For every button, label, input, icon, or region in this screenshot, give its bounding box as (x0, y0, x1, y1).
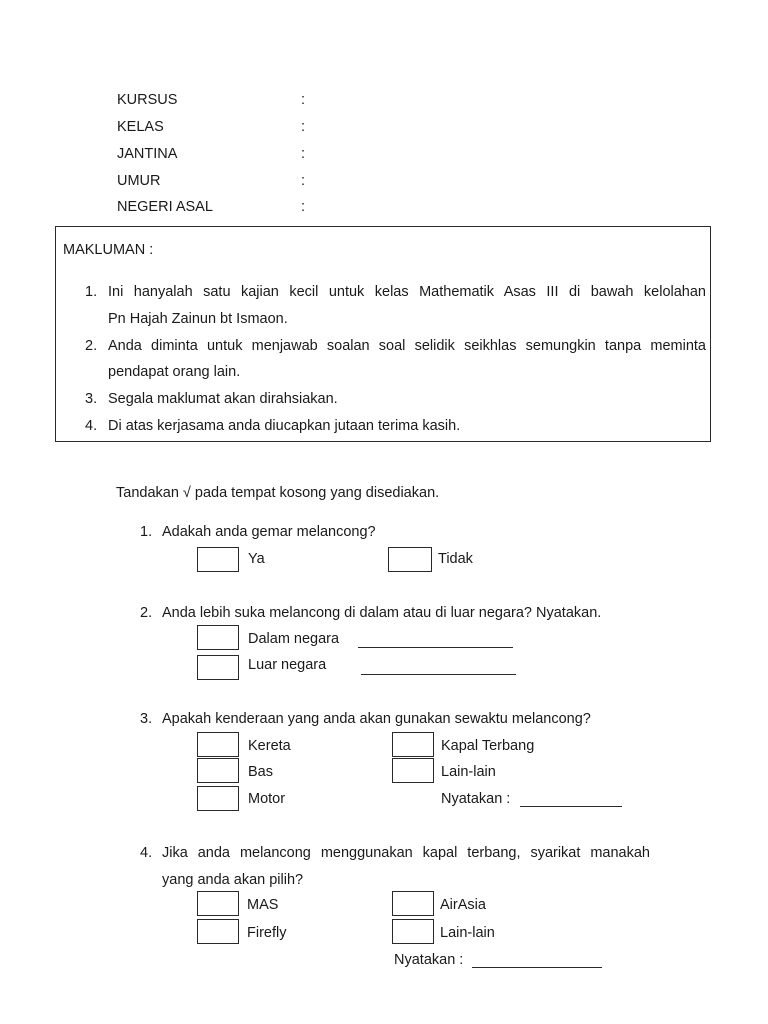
field-colon: : (301, 173, 306, 189)
specify-label: Nyatakan : (441, 791, 511, 807)
option-label-firefly: Firefly (247, 925, 287, 941)
question-text: Adakah anda gemar melancong? (162, 524, 376, 540)
option-label-bas: Bas (248, 764, 273, 780)
checkbox-bas[interactable] (197, 758, 239, 783)
notice-item-text: Segala maklumat akan dirahsiakan. (108, 391, 338, 407)
umur-input[interactable] (315, 171, 615, 191)
question-text-line-2: yang anda akan pilih? (162, 872, 304, 888)
field-label-umur: UMUR (117, 173, 161, 189)
question-number: 1. (140, 524, 153, 540)
checkbox-airasia[interactable] (392, 891, 434, 916)
jantina-input[interactable] (315, 144, 615, 164)
instruction-text: Tandakan √ pada tempat kosong yang disediakan. (116, 485, 440, 501)
question-number: 2. (140, 605, 153, 621)
checkbox-dalam-negara[interactable] (197, 625, 239, 650)
question-text: Anda lebih suka melancong di dalam atau di luar negara? Nyatakan. (162, 605, 602, 621)
field-label-kursus: KURSUS (117, 92, 178, 108)
checkbox-kapal-terbang[interactable] (392, 732, 434, 757)
notice-item-number: 1. (85, 284, 98, 300)
option-label-dalam-negara: Dalam negara (248, 631, 340, 647)
option-label-kapal-terbang: Kapal Terbang (441, 738, 535, 754)
field-colon: : (301, 92, 306, 108)
notice-box (55, 226, 711, 442)
option-label-mas: MAS (247, 897, 279, 913)
checkbox-ya[interactable] (197, 547, 239, 572)
specify-label: Nyatakan : (394, 952, 464, 968)
kelas-input[interactable] (315, 117, 615, 137)
field-label-negeri-asal: NEGERI ASAL (117, 199, 213, 215)
option-label-airasia: AirAsia (440, 897, 486, 913)
notice-item-number: 3. (85, 391, 98, 407)
checkbox-lain-lain[interactable] (392, 919, 434, 944)
notice-item-text: Anda diminta untuk menjawab soalan soal selidik seikhlas semungkin tanpa meminta (108, 338, 706, 354)
option-label-kereta: Kereta (248, 738, 291, 754)
checkbox-lain-lain[interactable] (392, 758, 434, 783)
checkbox-firefly[interactable] (197, 919, 239, 944)
field-colon: : (301, 119, 306, 135)
notice-item-text: pendapat orang lain. (108, 364, 241, 380)
field-colon: : (301, 199, 306, 215)
kursus-input[interactable] (315, 90, 615, 110)
checkbox-luar-negara[interactable] (197, 655, 239, 680)
option-label-ya: Ya (248, 551, 265, 567)
option-label-luar-negara: Luar negara (248, 657, 327, 673)
checkbox-tidak[interactable] (388, 547, 432, 572)
checkbox-motor[interactable] (197, 786, 239, 811)
field-colon: : (301, 146, 306, 162)
dalam-negara-specify-input[interactable] (358, 633, 513, 648)
option-label-lain-lain: Lain-lain (441, 764, 496, 780)
question-number: 4. (140, 845, 153, 861)
question-text-line-1: Jika anda melancong menggunakan kapal terbang, syarikat manakah (162, 845, 650, 861)
option-label-lain-lain: Lain-lain (440, 925, 495, 941)
notice-item-number: 4. (85, 418, 98, 434)
q3-specify-input[interactable] (520, 792, 622, 807)
notice-title: MAKLUMAN : (63, 242, 154, 258)
notice-item-text: Di atas kerjasama anda diucapkan jutaan terima kasih. (108, 418, 461, 434)
notice-item-text: Pn Hajah Zainun bt Ismaon. (108, 311, 288, 327)
option-label-tidak: Tidak (438, 551, 473, 567)
checkbox-kereta[interactable] (197, 732, 239, 757)
option-label-motor: Motor (248, 791, 286, 807)
q4-specify-input[interactable] (472, 953, 602, 968)
field-label-jantina: JANTINA (117, 146, 178, 162)
luar-negara-specify-input[interactable] (361, 660, 516, 675)
notice-item-number: 2. (85, 338, 98, 354)
checkbox-mas[interactable] (197, 891, 239, 916)
negeri-asal-input[interactable] (315, 197, 615, 217)
question-number: 3. (140, 711, 153, 727)
question-text: Apakah kenderaan yang anda akan gunakan sewaktu melancong? (162, 711, 591, 727)
field-label-kelas: KELAS (117, 119, 164, 135)
notice-item-text: Ini hanyalah satu kajian kecil untuk kelas Mathematik Asas III di bawah kelolahan (108, 284, 706, 300)
